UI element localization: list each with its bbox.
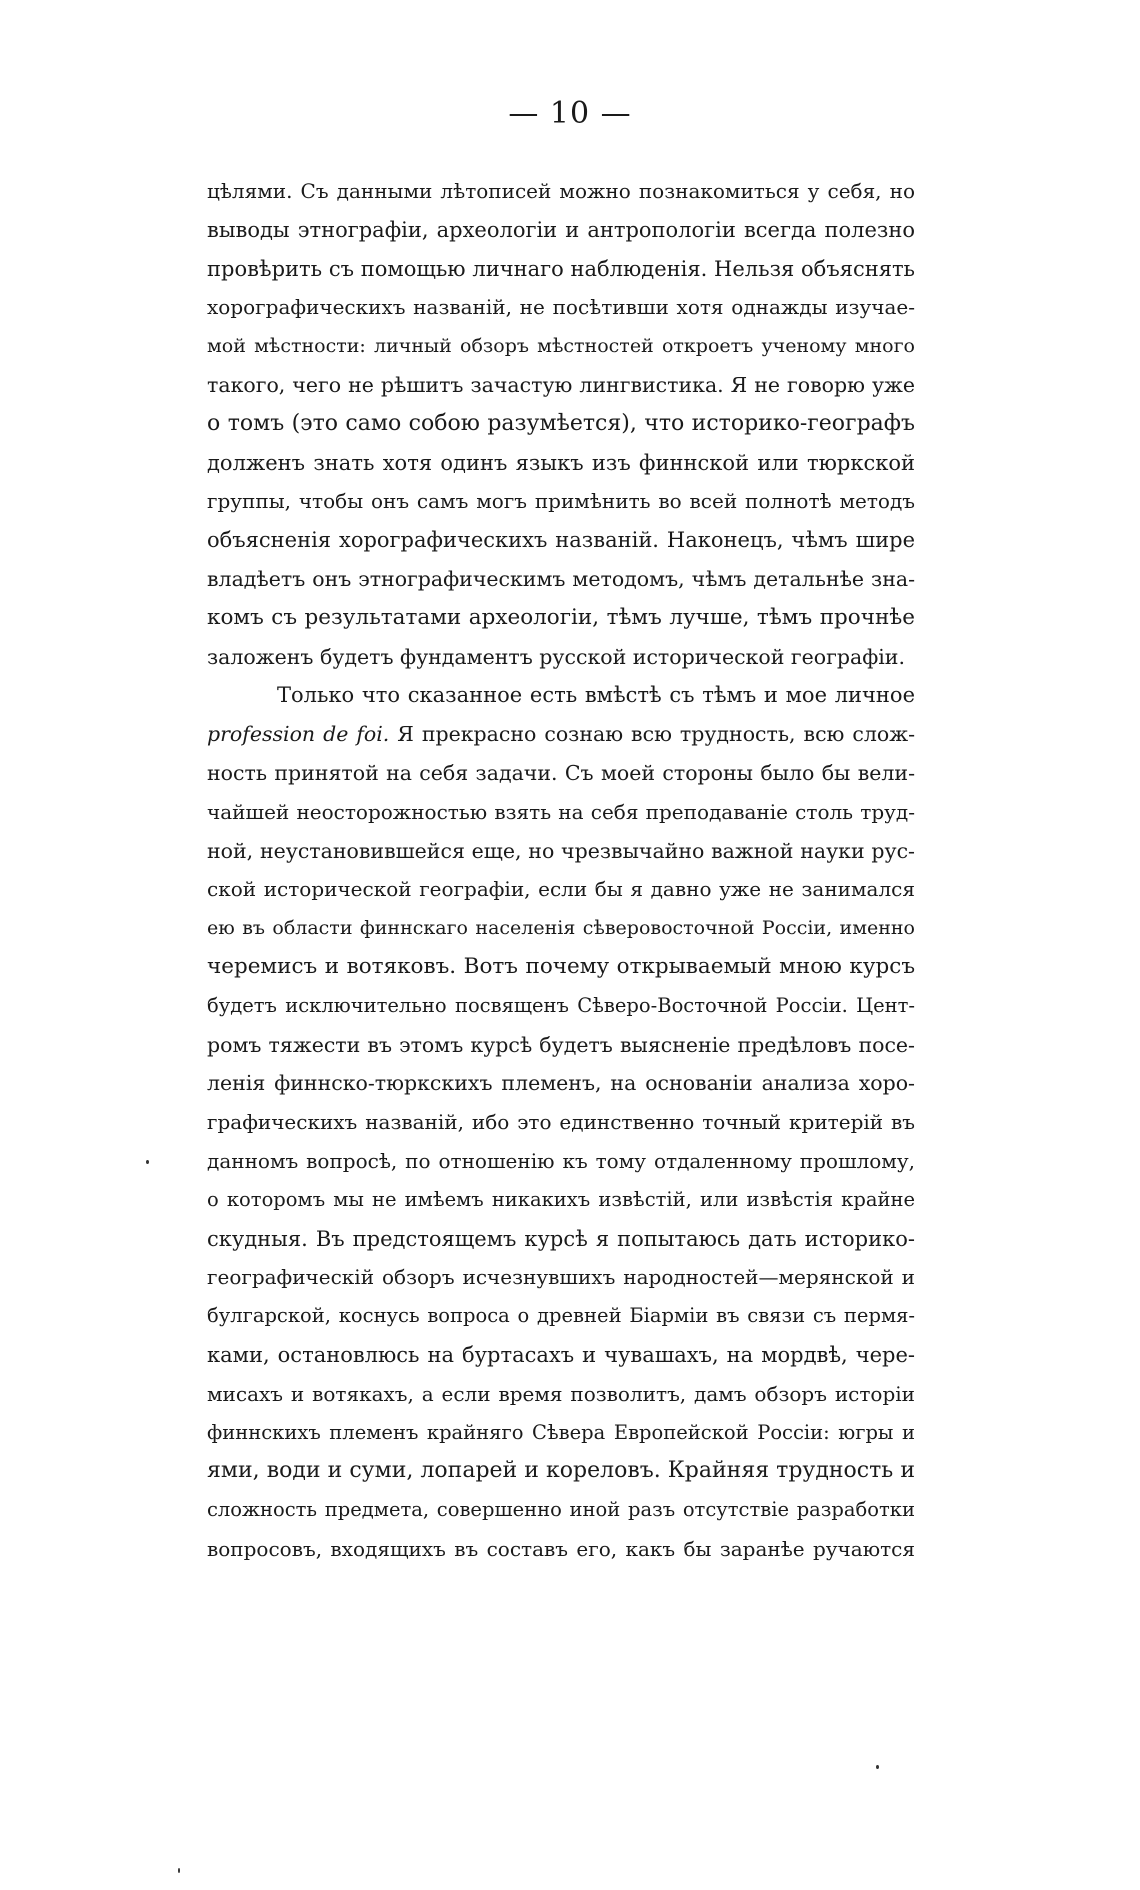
text-line: сложность предмета, совершенно иной разъ отсутствіе разработки	[207, 1498, 915, 1522]
text-line: ной, неустановившейся еще, но чрезвычайно важной науки рус-	[207, 838, 915, 863]
text-line: географическій обзоръ исчезнувшихъ народностей—мерянской и	[207, 1265, 915, 1290]
text-line: ями, води и суми, лопарей и кореловъ. Крайняя трудность и	[207, 1458, 915, 1484]
paragraph-start-line: Только что сказанное есть вмѣстѣ съ тѣмъ и мое личное	[277, 683, 915, 708]
text-line: долженъ знать хотя одинъ языкъ изъ финнской или тюркской	[207, 450, 915, 475]
text-line-with-italic	[207, 715, 915, 754]
text-line: провѣрить съ помощью личнаго наблюденія. Нельзя объяснять	[207, 256, 915, 281]
text-line: чайшей неосторожностью взять на себя преподаваніе столь труд-	[207, 799, 915, 824]
text-line: цѣлями. Съ данными лѣтописей можно познакомиться у себя, но	[207, 179, 915, 203]
text-line: черемисъ и вотяковъ. Вотъ почему открываемый мною курсъ	[207, 953, 915, 979]
italic-phrase: profession de foi.	[207, 722, 390, 747]
text-line: такого, чего не рѣшитъ зачастую лингвистика. Я не говорю уже	[207, 372, 915, 397]
text-line: о которомъ мы не имѣемъ никакихъ извѣстій, или извѣстія крайне	[207, 1187, 915, 1211]
text-line: мисахъ и вотякахъ, а если время позволитъ, дамъ обзоръ исторіи	[207, 1381, 915, 1406]
text-line: мой мѣстности: личный обзоръ мѣстностей откроетъ ученому много	[207, 335, 915, 358]
text-line: ленія финнско-тюркскихъ племенъ, на основаніи анализа хоро-	[207, 1071, 915, 1096]
text-line: графическихъ названій, ибо это единственно точный критерій въ	[207, 1110, 915, 1135]
text-line: ромъ тяжести въ этомъ курсѣ будетъ выясненіе предѣловъ посе-	[207, 1032, 915, 1057]
text-line: вопросовъ, входящихъ въ составъ его, какъ бы заранѣе ручаются	[207, 1536, 915, 1561]
text-line: комъ съ результатами археологіи, тѣмъ лучше, тѣмъ прочнѣе	[207, 604, 915, 630]
text-line: ками, остановлюсь на буртасахъ и чувашахъ, на мордвѣ, чере-	[207, 1342, 915, 1367]
text-line: будетъ исключительно посвященъ Сѣверо-Восточной Россіи. Цент-	[207, 993, 915, 1017]
body-text	[207, 172, 915, 1569]
print-speck	[178, 1868, 180, 1873]
text-line: заложенъ будетъ фундаментъ русской исторической географіи.	[207, 644, 905, 669]
text-line: ской исторической географіи, если бы я давно уже не занимался	[207, 877, 915, 902]
page-number: — 10 —	[508, 96, 632, 131]
text-line: ность принятой на себя задачи. Съ моей стороны было бы вели-	[207, 760, 915, 785]
text-line: хорографическихъ названій, не посѣтивши хотя однажды изучае-	[207, 295, 915, 320]
print-speck	[146, 1160, 149, 1164]
text-line: данномъ вопросѣ, по отношенію къ тому отдаленному прошлому,	[207, 1148, 915, 1173]
text-line: ею въ области финнскаго населенія сѣверовосточной Россіи, именно	[207, 917, 915, 940]
text-line: о томъ (это само собою разумѣется), что историко-географъ	[207, 410, 915, 436]
text-line: владѣетъ онъ этнографическимъ методомъ, чѣмъ детальнѣе зна-	[207, 566, 915, 591]
text-line-rest: Я прекрасно сознаю всю трудность, всю слож-	[389, 722, 915, 747]
text-line: группы, чтобы онъ самъ могъ примѣнить во всей полнотѣ методъ	[207, 489, 915, 514]
text-line: выводы этнографіи, археологіи и антропологіи всегда полезно	[207, 217, 915, 242]
text-line: булгарской, коснусь вопроса о древней Біарміи въ связи съ пермя-	[207, 1304, 915, 1328]
text-line: финнскихъ племенъ крайняго Сѣвера Европейской Россіи: югры и	[207, 1420, 915, 1444]
print-speck	[876, 1765, 879, 1769]
text-line: объясненія хорографическихъ названій. Наконецъ, чѣмъ шире	[207, 528, 915, 553]
text-line: скудныя. Въ предстоящемъ курсѣ я попытаюсь дать историко-	[207, 1226, 915, 1251]
